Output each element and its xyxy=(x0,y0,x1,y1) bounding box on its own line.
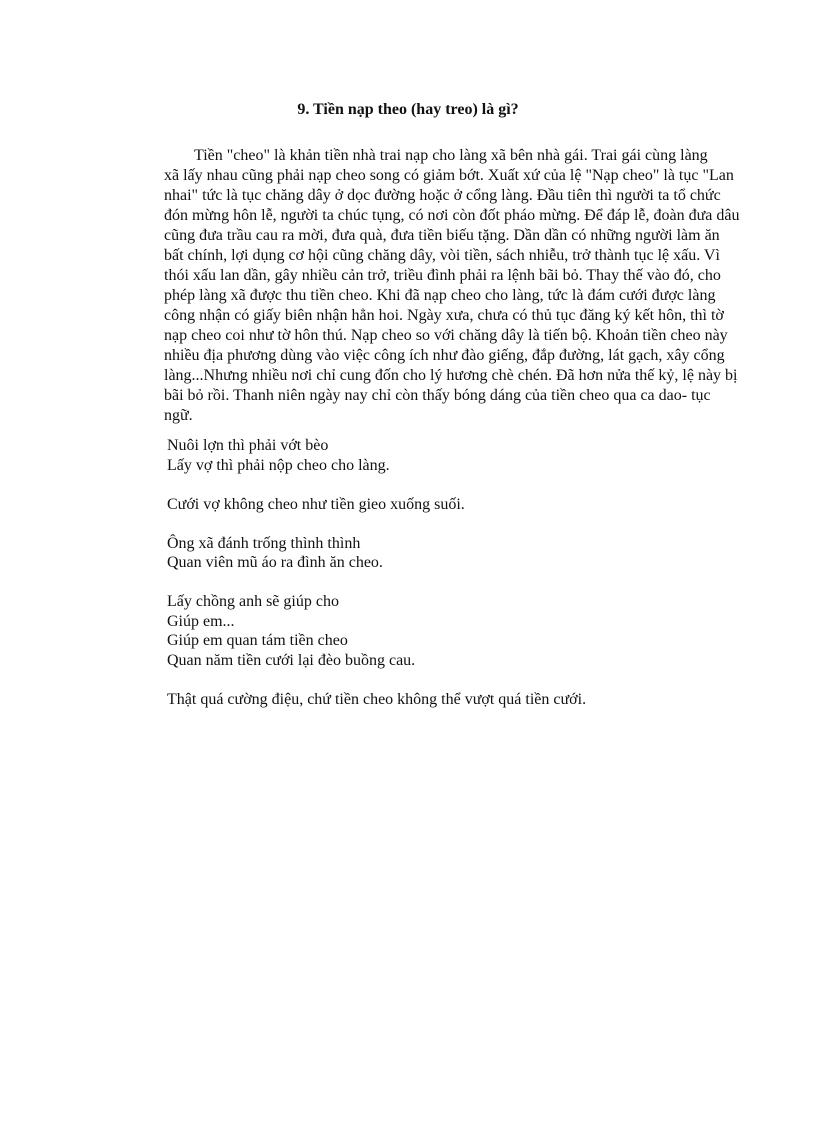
closing-remark: Thật quá cường điệu, chứ tiền cheo không thể vượt quá tiền cưới. xyxy=(167,690,587,708)
verse-stanza xyxy=(167,592,687,670)
verse-stanza xyxy=(167,495,687,515)
paragraph-line: thói xấu lan dần, gây nhiều cản trở, triều đình phải ra lệnh bãi bỏ. Thay thế vào đó, cho xyxy=(164,267,721,284)
section-title: 9. Tiền nạp theo (hay treo) là gì? xyxy=(297,101,519,118)
verse-line: Nuôi lợn thì phải vớt bèo xyxy=(167,437,329,454)
paragraph-line: nạp cheo coi như tờ hôn thú. Nạp cheo so với chăng dây là tiến bộ. Khoản tiền cheo này xyxy=(164,327,728,344)
paragraph-line: nhiều địa phương dùng vào việc công ích như đào giếng, đắp đường, lát gạch, xây cổng xyxy=(164,347,725,364)
paragraph-line: nhai" tức là tục chăng dây ở dọc đường hoặc ở cổng làng. Đầu tiên thì người ta tổ chức xyxy=(164,187,721,204)
verse-line: Lấy vợ thì phải nộp cheo cho làng. xyxy=(167,456,390,474)
body-paragraph xyxy=(164,146,740,426)
paragraph-line: đón mừng hôn lễ, người ta chúc tụng, có nơi còn đốt pháo mừng. Để đáp lễ, đoàn đưa dâu xyxy=(164,207,740,224)
verse-line: Quan năm tiền cưới lại đèo buồng cau. xyxy=(167,651,416,669)
verse-line: Quan viên mũ áo ra đình ăn cheo. xyxy=(167,554,383,571)
paragraph-line: Tiền "cheo" là khản tiền nhà trai nạp cho làng xã bên nhà gái. Trai gái cùng làng xyxy=(194,147,708,164)
paragraph-line: làng...Nhưng nhiều nơi chỉ cung đốn cho lý hương chè chén. Đã hơn nửa thế kỷ, lệ này bị xyxy=(164,367,738,384)
paragraph-line: xã lấy nhau cũng phải nạp cheo song có giảm bớt. Xuất xứ của lệ "Nạp cheo" là tục "Lan xyxy=(164,167,734,184)
paragraph-line: phép làng xã được thu tiền cheo. Khi đã nạp cheo cho làng, tức là đám cưới được làng xyxy=(164,287,716,304)
paragraph-line: bãi bỏ rồi. Thanh niên ngày nay chỉ còn thấy bóng dáng của tiền cheo qua ca dao- tục xyxy=(164,387,711,404)
verse-line: Cưới vợ không cheo như tiền gieo xuống suối. xyxy=(167,495,465,513)
verse-line: Giúp em... xyxy=(167,612,235,630)
paragraph-line: ngữ. xyxy=(164,407,193,424)
paragraph-line: bất chính, lợi dụng cơ hội cũng chăng dây, vòi tiền, sách nhiễu, trở thành tục lệ xấu. Vì xyxy=(164,247,720,264)
folk-verses xyxy=(167,436,687,709)
verse-line: Ông xã đánh trống thình thình xyxy=(167,534,361,552)
verse-stanza xyxy=(167,436,687,475)
verse-line: Giúp em quan tám tiền cheo xyxy=(167,632,348,649)
verse-stanza xyxy=(167,534,687,573)
paragraph-line: cũng đưa trầu cau ra mời, đưa quà, đưa tiền biếu tặng. Dần dần có những người làm ăn xyxy=(164,227,720,244)
paragraph-line: công nhận có giấy biên nhận hẳn hoi. Ngày xưa, chưa có thủ tục đăng ký kết hôn, thì tờ xyxy=(164,307,724,324)
verse-line: Lấy chồng anh sẽ giúp cho xyxy=(167,593,339,610)
